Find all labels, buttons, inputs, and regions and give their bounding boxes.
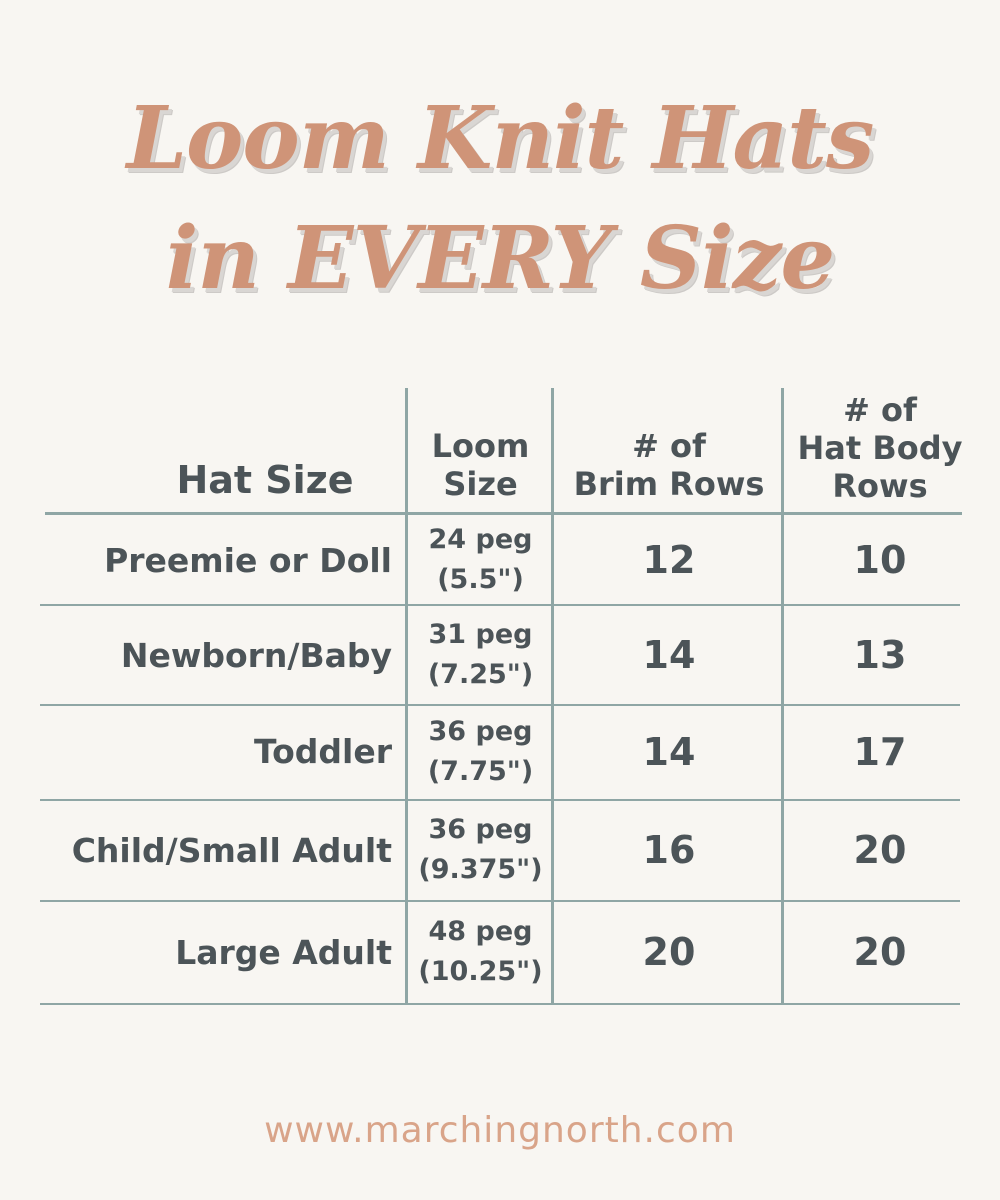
header-divider <box>45 512 962 515</box>
header-body-rows-line-3: Rows <box>832 466 928 505</box>
row-divider <box>40 799 960 801</box>
row-brim-rows: 14 <box>642 633 696 677</box>
page-title-line-1: Loom Knit Hats <box>126 88 874 189</box>
row-brim-rows: 20 <box>642 930 696 974</box>
header-body-rows-line-1: # of <box>843 390 917 429</box>
row-body-rows: 20 <box>853 930 907 974</box>
row-loom-size <box>408 706 553 797</box>
loom-pegs: 36 peg <box>428 814 533 845</box>
loom-inches: (5.5") <box>437 564 524 595</box>
row-divider <box>40 604 960 606</box>
row-loom-size <box>408 802 553 898</box>
header-body-rows-line-2: Hat Body <box>797 428 963 467</box>
header-body-rows <box>785 390 975 505</box>
header-brim-rows <box>555 425 783 505</box>
loom-pegs: 48 peg <box>428 916 533 947</box>
row-divider <box>40 1003 960 1005</box>
loom-inches: (9.375") <box>418 854 543 885</box>
header-loom-size <box>408 425 553 505</box>
loom-inches: (10.25") <box>418 956 543 987</box>
row-brim-rows: 14 <box>642 729 696 774</box>
row-hat-size: Toddler <box>253 732 392 771</box>
page-title-line-2: in EVERY Size <box>165 208 835 309</box>
row-hat-size: Large Adult <box>175 932 392 972</box>
loom-pegs: 36 peg <box>428 715 533 747</box>
loom-pegs: 31 peg <box>428 619 533 650</box>
row-divider <box>40 900 960 902</box>
row-loom-size <box>408 903 553 1001</box>
row-hat-size: Preemie or Doll <box>104 540 392 580</box>
header-brim-rows-line-1: # of <box>632 427 706 465</box>
row-brim-rows: 12 <box>642 538 696 582</box>
row-hat-size: Child/Small Adult <box>71 830 392 870</box>
row-loom-size <box>408 518 553 602</box>
loom-inches: (7.25") <box>427 659 534 690</box>
website-url: www.marchingnorth.com <box>264 1110 736 1151</box>
row-body-rows: 20 <box>853 828 907 872</box>
row-loom-size <box>408 608 553 702</box>
row-brim-rows: 16 <box>642 828 696 872</box>
loom-pegs: 24 peg <box>428 524 533 555</box>
row-hat-size: Newborn/Baby <box>120 635 392 675</box>
header-loom-size-line-1: Loom <box>431 427 530 465</box>
row-body-rows: 10 <box>853 538 907 582</box>
header-brim-rows-line-2: Brim Rows <box>573 465 765 503</box>
row-body-rows: 17 <box>853 729 907 774</box>
row-body-rows: 13 <box>853 633 907 677</box>
header-loom-size-line-2: Size <box>443 465 518 503</box>
loom-inches: (7.75") <box>427 755 534 787</box>
header-hat-size: Hat Size <box>176 458 354 502</box>
